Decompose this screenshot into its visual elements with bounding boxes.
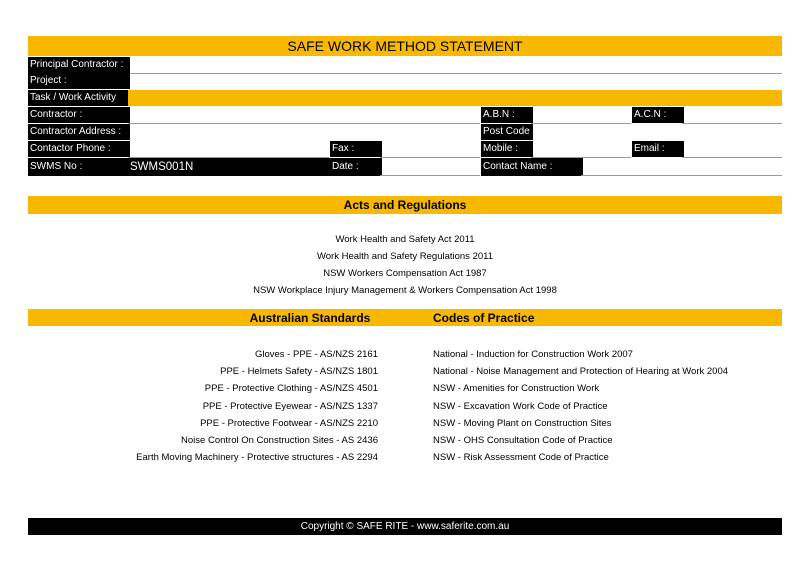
contractor-phone-field[interactable] — [128, 141, 329, 158]
act-item: NSW Workers Compensation Act 1987 — [323, 268, 487, 279]
standard-item: PPE - Protective Footwear - AS/NZS 2210 — [200, 417, 378, 429]
principal-contractor-label: Principal Contractor : — [28, 57, 130, 73]
mobile-label: Mobile : — [481, 141, 533, 157]
act-item: Work Health and Safety Act 2011 — [335, 234, 475, 245]
task-activity-label: Task / Work Activity — [28, 90, 130, 106]
contractor-label: Contractor : — [28, 107, 130, 123]
acn-field[interactable] — [682, 107, 782, 124]
standard-item: Noise Control On Construction Sites - AS 2436 — [181, 435, 378, 447]
standard-item: Earth Moving Machinery - Protective structures - AS 2294 — [136, 452, 378, 464]
date-field[interactable] — [380, 158, 480, 176]
principal-contractor-field[interactable] — [128, 57, 782, 74]
contractor-address-label: Contractor Address : — [28, 124, 130, 140]
contractor-phone-label: Contactor Phone : — [28, 141, 130, 157]
standard-item: PPE - Protective Eyewear - AS/NZS 1337 — [202, 400, 378, 412]
contact-name-field[interactable] — [581, 158, 782, 176]
contractor-field[interactable] — [128, 107, 480, 124]
post-code-field[interactable] — [531, 124, 782, 140]
acn-label: A.C.N : — [632, 107, 684, 123]
code-item: NSW - Excavation Work Code of Practice — [433, 400, 608, 412]
standard-item: PPE - Helmets Safety - AS/NZS 1801 — [220, 366, 378, 378]
contact-name-label: Contact Name : — [481, 158, 583, 176]
post-code-label: Post Code — [481, 124, 533, 140]
swms-no-label: SWMS No : — [28, 158, 130, 176]
task-activity-field[interactable] — [128, 90, 782, 106]
standards-list — [28, 346, 378, 466]
email-field[interactable] — [682, 141, 782, 158]
document-title: SAFE WORK METHOD STATEMENT — [28, 36, 782, 56]
code-item: NSW - Moving Plant on Construction Sites — [433, 417, 612, 429]
code-item: NSW - Amenities for Construction Work — [433, 383, 600, 395]
date-label: Date : — [330, 158, 382, 176]
project-field[interactable] — [128, 73, 782, 89]
email-label: Email : — [632, 141, 684, 157]
abn-label: A.B.N : — [481, 107, 533, 123]
code-item: National - Noise Management and Protection of Hearing at Work 2004 — [433, 366, 729, 378]
code-item: NSW - Risk Assessment Code of Practice — [433, 452, 609, 464]
codes-heading: Codes of Practice — [433, 311, 535, 325]
standard-item: Gloves - PPE - AS/NZS 2161 — [254, 349, 378, 360]
acts-heading: Acts and Regulations — [28, 196, 782, 214]
swms-no-value: SWMS001N — [128, 158, 331, 176]
act-item: NSW Workplace Injury Management & Workers Compensation Act 1998 — [253, 285, 557, 296]
project-label: Project : — [28, 73, 130, 89]
abn-field[interactable] — [531, 107, 631, 124]
fax-label: Fax : — [330, 141, 382, 157]
code-item: National - Induction for Construction Work 2007 — [433, 349, 633, 360]
code-item: NSW - OHS Consultation Code of Practice — [433, 435, 613, 447]
contractor-address-field[interactable] — [128, 124, 480, 140]
standard-item: PPE - Protective Clothing - AS/NZS 4501 — [204, 383, 378, 395]
act-item: Work Health and Safety Regulations 2011 — [316, 251, 494, 262]
acts-list — [28, 231, 782, 299]
mobile-field[interactable] — [531, 141, 631, 158]
fax-field[interactable] — [380, 141, 480, 158]
standards-heading: Australian Standards — [249, 311, 371, 325]
footer-copyright: Copyright © SAFE RITE - www.saferite.com.au — [28, 518, 782, 535]
codes-list — [433, 346, 782, 466]
